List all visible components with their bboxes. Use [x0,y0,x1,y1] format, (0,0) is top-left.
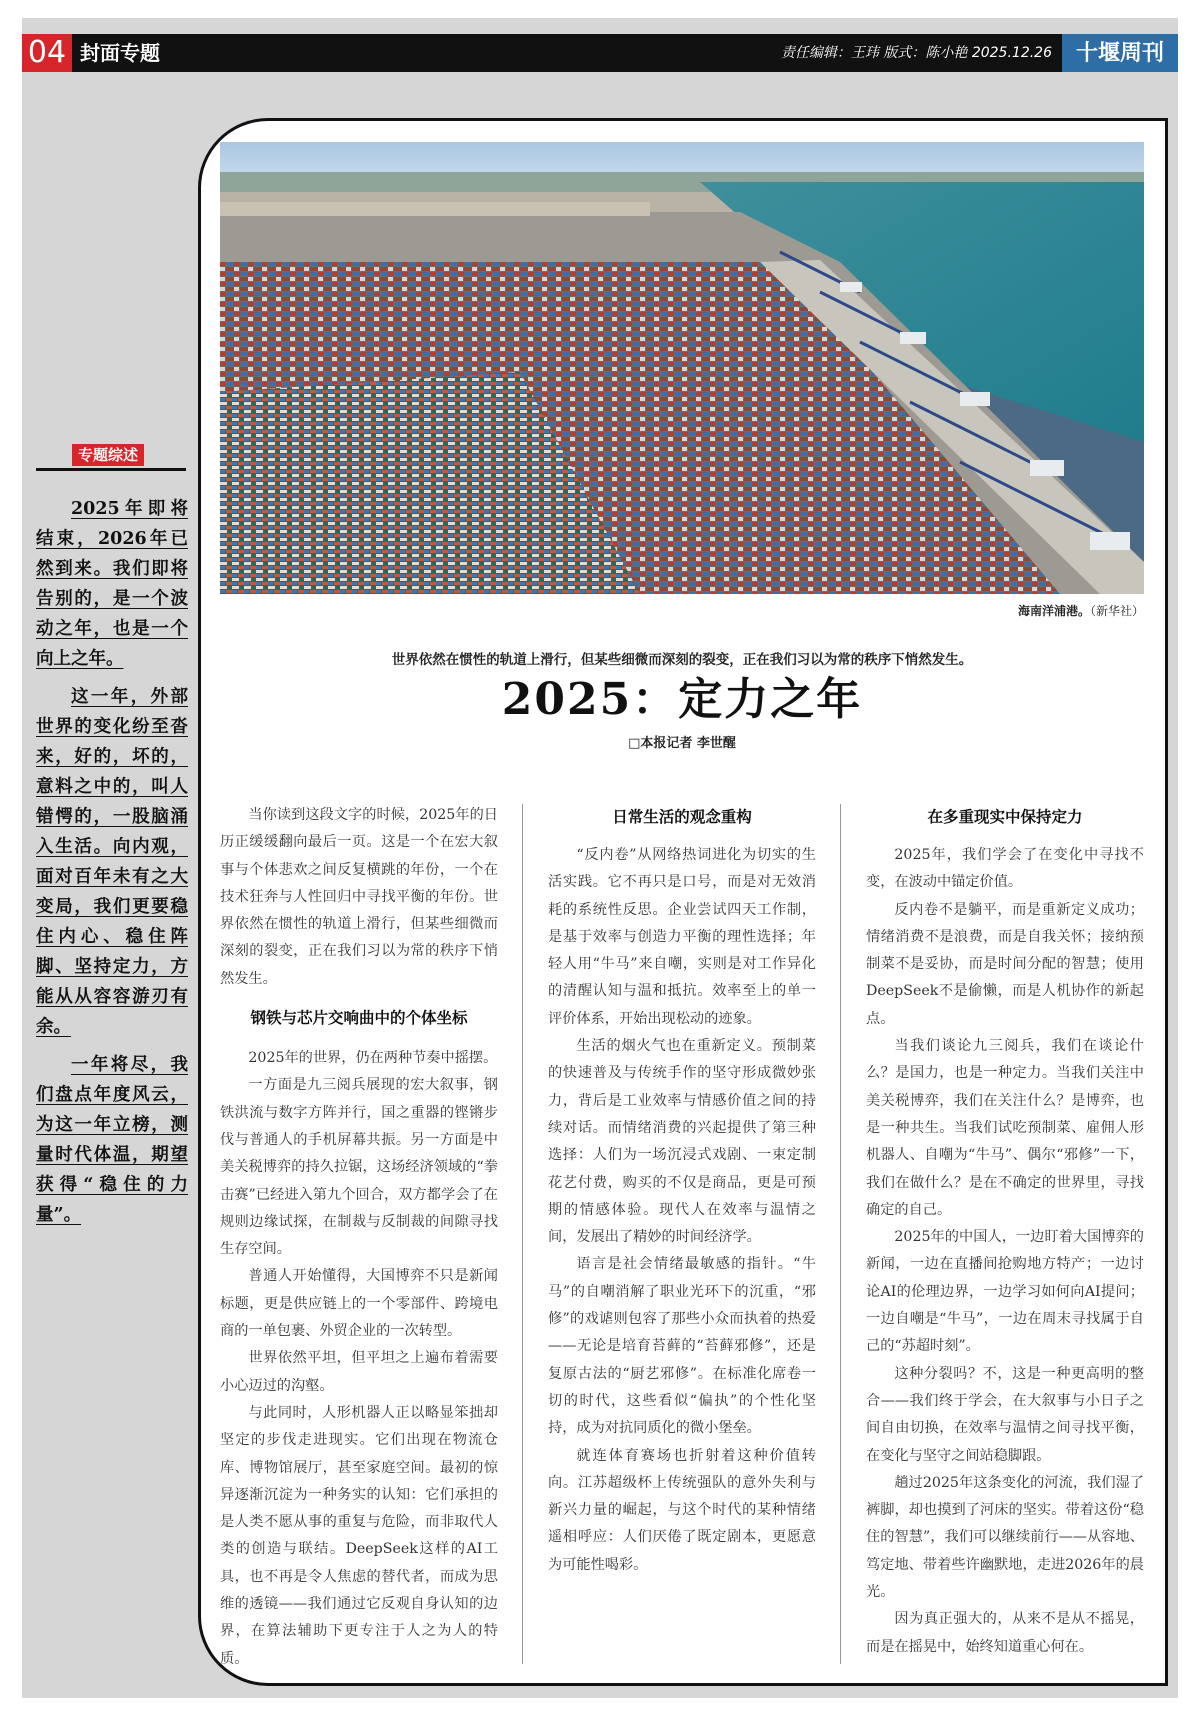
sidebar-summary [36,494,188,1238]
column-divider [522,804,523,1664]
section-title: 封面专题 [80,41,160,65]
body-paragraph: 2025年的中国人，一边盯着大国博弈的新闻，一边在直播间抢购地方特产；一边讨论AI的伦理边界，一边学习如何向AI提问；一边自嘲是“牛马”，一边在周末寻找属于自己的“苏超时刻”。 [866,1229,1144,1355]
port-photo [220,142,1144,594]
caption-source: （新华社） [1089,604,1144,618]
sidebar-paragraph: 一年将尽，我们盘点年度风云，为这一年立榜，测量时代体温，期望获得“稳住的力量”。 [36,1055,188,1225]
body-paragraph: 2025年，我们学会了在变化中寻找不变，在波动中锚定价值。 [866,847,1144,891]
page-number: 04 [22,34,72,72]
body-paragraph: 生活的烟火气也在重新定义。预制菜的快速普及与传统手作的坚守形成微妙张力，背后是工业效率与情感价值之间的持续对话。而情绪消费的兴起提供了第三种选择：人们为一场沉浸式戏剧、一束定制花艺付费，购买的不仅是商品，更是可预期的情感体验。现代人在效率与温情之间，发展出了精妙的时间经济学。 [548,1038,816,1246]
article-byline: □本报记者 李世醒 [628,736,736,751]
section-subhead: 在多重现实中保持定力 [927,808,1083,826]
section-subhead: 钢铁与芯片交响曲中的个体坐标 [250,1009,468,1028]
sidebar-paragraph: 这一年，外部世界的变化纷至沓来，好的，坏的，意料之中的，叫人错愕的，一股脑涌入生活。向内观，面对百年未有之大变局，我们更要稳住内心、稳住阵脚、坚持定力，方能从从容容游刃有余。 [36,687,188,1037]
body-paragraph: 世界依然平坦，但平坦之上遍布着需要小心迈过的沟壑。 [220,1350,498,1394]
column-divider [840,804,841,1664]
caption-text: 海南洋浦港。 [1017,604,1090,618]
body-paragraph: 与此同时，人形机器人正以略显笨拙却坚定的步伐走进现实。它们出现在物流仓库、博物馆展厅，甚至家庭空间。最初的惊异逐渐沉淀为一种务实的认知：它们承担的是人类不愿从事的重复与危险，而非取代人类的创造与联结。DeepSeek这样的AI工具，也不再是令人焦虑的替代者，而成为思维的透镜——我们通过它反观自身认知的边界，在算法辅助下更专注于人之为人的特质。 [220,1404,498,1667]
photo-caption [860,602,1144,619]
article-deck: 世界依然在惯性的轨道上滑行，但某些细微而深刻的裂变，正在我们习以为常的秩序下悄然发生。 [391,652,973,668]
body-paragraph: 语言是社会情绪最敏感的指针。“牛马”的自嘲消解了职业光环下的沉重，“邪修”的戏谑则包容了那些小众而执着的热爱——无论是培育苔藓的“苔藓邪修”，还是复原古法的“厨艺邪修”。在标准化席卷一切的时代，这些看似“偏执”的个性化坚持，成为对抗同质化的微小堡垒。 [548,1256,816,1437]
article-column-2 [548,802,816,1579]
article-column-3 [866,802,1144,1661]
sidebar-tag-row [36,444,186,474]
body-paragraph: 2025年的世界，仍在两种节奏中摇摆。 [248,1050,498,1067]
body-paragraph: 当我们谈论九三阅兵，我们在谈论什么？是国力，也是一种定力。当我们关注中美关税博弈，我们在关注什么？是博弈，也是一种共生。当我们试吃预制菜、雇佣人形机器人、自嘲为“牛马”、偶尔“邪修”一下，我们在做什么？是在不确定的世界里，寻找确定的自己。 [866,1038,1144,1218]
body-paragraph: 就连体育赛场也折射着这种价值转向。江苏超级杯上传统强队的意外失利与新兴力量的崛起，与这个时代的某种情绪遥相呼应：人们厌倦了既定剧本，更愿意为可能性喝彩。 [548,1447,816,1573]
body-paragraph: 当你读到这段文字的时候，2025年的日历正缓缓翻向最后一页。这是一个在宏大叙事与个体悲欢之间反复横跳的年份，一个在技术狂奔与人性回归中寻找平衡的年份。世界依然在惯性的轨道上滑行，但某些细微而深刻的裂变，正在我们习以为常的秩序下悄然发生。 [220,807,498,987]
body-paragraph: 反内卷不是躺平，而是重新定义成功；情绪消费不是浪费，而是自我关怀；接纳预制菜不是妥协，而是时间分配的智慧；使用DeepSeek不是偷懒，而是人机协作的新起点。 [866,901,1144,1027]
body-paragraph: 趟过2025年这条变化的河流，我们湿了裤脚，却也摸到了河床的坚实。带着这份“稳住的智慧”，我们可以继续前行——从容地、笃定地、带着些许幽默地，走进2026年的晨光。 [866,1474,1144,1601]
page-header [22,34,1178,72]
port-aerial-illustration [220,142,1144,594]
masthead-logo: 十堰周刊 [1062,34,1178,72]
article-headline: 2025：定力之年 [501,674,863,725]
editor-credits: 责任编辑：王玮 版式：陈小艳 2025.12.26 [780,45,1052,61]
body-paragraph: 这种分裂吗？不，这是一种更高明的整合——我们终于学会，在大叙事与小日子之间自由切换，在效率与温情之间寻找平衡，在变化与坚守之间站稳脚跟。 [866,1365,1144,1464]
body-paragraph: “反内卷”从网络热词进化为切实的生活实践。它不再只是口号，而是对无效消耗的系统性反思。企业尝试四天工作制，是基于效率与创造力平衡的理性选择；年轻人用“牛马”来自嘲，实则是对工作异化的清醒认知与温和抵抗。效率至上的单一评价体系，开始出现松动的迹象。 [548,847,816,1027]
body-paragraph: 一方面是九三阅兵展现的宏大叙事，钢铁洪流与数字方阵并行，国之重器的铿锵步伐与普通人的手机屏幕共振。另一方面是中美关税博弈的持久拉锯，这场经济领域的“拳击赛”已经进入第九个回合，双方都学会了在规则边缘试探，在制裁与反制裁的间隙寻找生存空间。 [220,1077,498,1258]
sidebar-tag: 专题综述 [72,444,144,466]
section-subhead: 日常生活的观念重构 [612,808,752,826]
body-paragraph: 普通人开始懂得，大国博弈不只是新闻标题，更是供应链上的一个零部件、跨境电商的一单包裹、外贸企业的一次转型。 [220,1268,498,1340]
article-column-1 [220,802,498,1673]
body-paragraph: 因为真正强大的，从来不是从不摇晃，而是在摇晃中，始终知道重心何在。 [866,1611,1144,1655]
sidebar-paragraph: 2025年即将结束，2026年已然到来。我们即将告别的，是一个波动之年，也是一个向上之年。 [36,499,188,669]
sidebar-rule [36,468,186,471]
